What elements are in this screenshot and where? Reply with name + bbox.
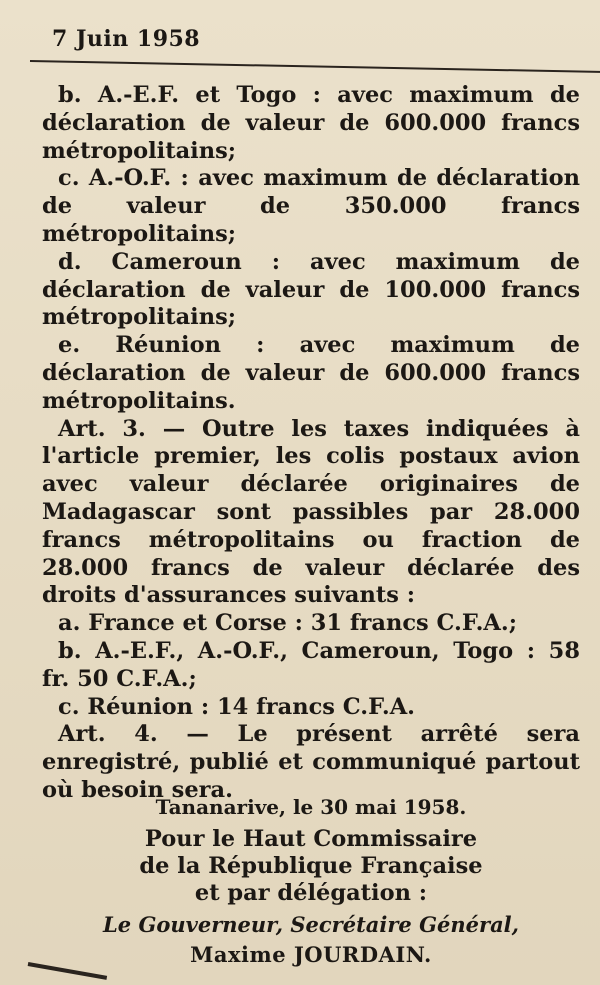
signature-place-date: Tananarive, le 30 mai 1958. <box>155 795 467 819</box>
header-rule <box>30 60 600 73</box>
signature-line-1: Pour le Haut Commissaire <box>144 826 478 852</box>
page-header-date: 7 Juin 1958 <box>52 26 201 52</box>
paragraph-d-cameroun: d. Cameroun : avec maximum de déclaration de valeur de 100.000 francs métropolitains; <box>42 248 580 331</box>
paragraph-a-france-corse: a. France et Corse : 31 francs C.F.A.; <box>58 610 518 637</box>
paragraph-article-4: Art. 4. — Le présent arrêté sera enregistré, publié et communiqué partout où besoin sera. <box>42 721 580 803</box>
signature-role: Le Gouverneur, Secrétaire Général, <box>103 912 519 937</box>
signature-line-3: et par délégation : <box>194 880 428 906</box>
paragraph-b-tarif: b. A.-E.F., A.-O.F., Cameroun, Togo : 58 fr. 50 C.F.A.; <box>42 637 580 692</box>
paragraph-c-aof: c. A.-O.F. : avec maximum de déclaration de valeur de 350.000 francs métropolitains; <box>42 165 580 247</box>
paragraph-article-3: Art. 3. — Outre les taxes indiquées à l'article premier, les colis postaux avion avec valeur déclarée originaires de Madagascar sont passibles par 28.000 francs métropolitains ou fraction de 28.000 francs de valeur déclarée des droits d'assurances suivants : <box>42 415 580 609</box>
document-body <box>42 82 580 805</box>
paragraph-c-reunion-tarif: c. Réunion : 14 francs C.F.A. <box>58 693 415 720</box>
paragraph-e-reunion: e. Réunion : avec maximum de déclaration de valeur de 600.000 francs métropolitains. <box>42 332 580 414</box>
signature-line-2: de la République Française <box>139 853 483 879</box>
signature-name: Maxime JOURDAIN. <box>190 942 432 967</box>
paragraph-b-aef-togo: b. A.-E.F. et Togo : avec maximum de déclaration de valeur de 600.000 francs métropolitains; <box>42 82 580 164</box>
